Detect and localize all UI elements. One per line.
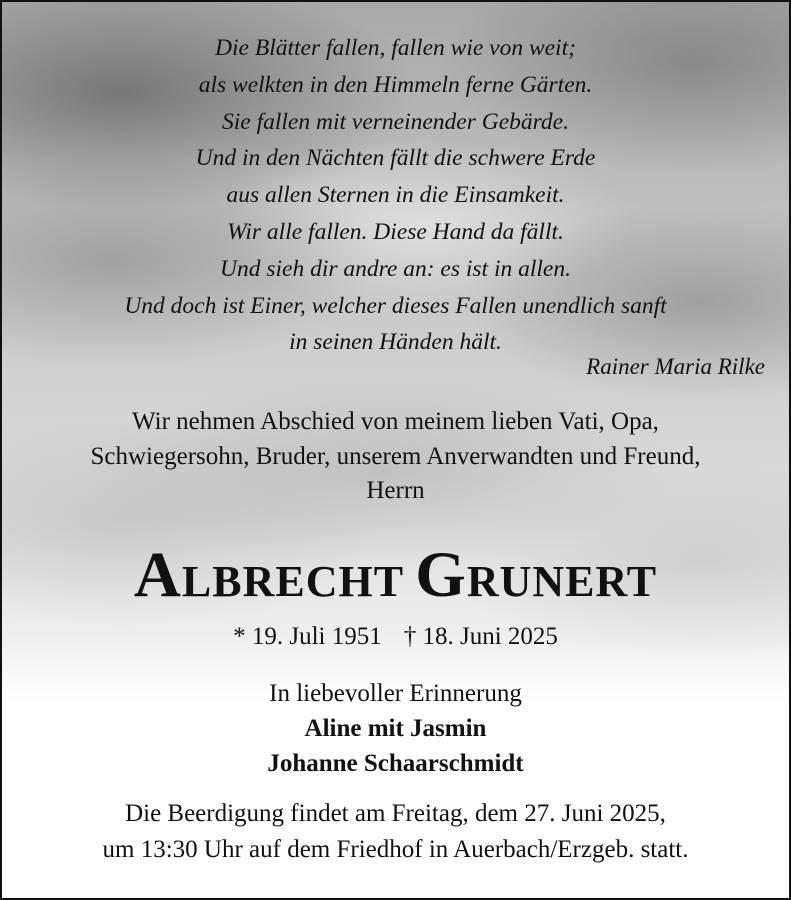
poem-line: aus allen Sternen in die Einsamkeit. <box>226 182 565 209</box>
funeral-info <box>2 796 789 868</box>
poem <box>2 30 789 361</box>
last-name-initial: G <box>415 539 467 611</box>
poem-line: Sie fallen mit verneinender Gebärde. <box>222 108 569 135</box>
poem-line: in seinen Händen hält. <box>289 329 502 356</box>
funeral-line: Die Beerdigung findet am Freitag, dem 27. Juni 2025, <box>125 800 666 827</box>
birth-date: * 19. Juli 1951 <box>233 623 382 650</box>
first-name-rest: LBRECHT <box>181 557 404 606</box>
memory-section <box>2 676 789 781</box>
mourner-name: Aline mit Jasmin <box>304 715 487 742</box>
intro-line: Wir nehmen Abschied von meinem lieben Vati, Opa, <box>132 408 659 435</box>
funeral-line: um 13:30 Uhr auf dem Friedhof in Auerbach/Erzgeb. statt. <box>102 836 689 863</box>
deceased-name <box>2 540 789 617</box>
poem-line: Und sieh dir andre an: es ist in allen. <box>220 255 571 282</box>
memory-heading: In liebevoller Erinnerung <box>269 680 522 707</box>
death-date: † 18. Juni 2025 <box>403 623 558 650</box>
intro-line: Herrn <box>366 477 425 504</box>
mourner-name: Johanne Schaarschmidt <box>267 750 524 777</box>
farewell-intro <box>2 405 789 509</box>
last-name-rest: RUNERT <box>466 557 658 606</box>
poem-line: Und doch ist Einer, welcher dieses Fallen unendlich sanft <box>124 292 667 319</box>
poem-line: als welkten in den Himmeln ferne Gärten. <box>198 71 593 98</box>
poem-line: Die Blätter fallen, fallen wie von weit; <box>215 35 576 61</box>
first-name-initial: A <box>133 539 182 611</box>
life-dates <box>2 619 789 655</box>
poem-line: Wir alle fallen. Diese Hand da fällt. <box>227 218 564 245</box>
intro-line: Schwiegersohn, Bruder, unserem Anverwandten und Freund, <box>90 442 701 470</box>
poem-line: Und in den Nächten fällt die schwere Erde <box>195 145 596 172</box>
poem-author: Rainer Maria Rilke <box>586 354 765 379</box>
